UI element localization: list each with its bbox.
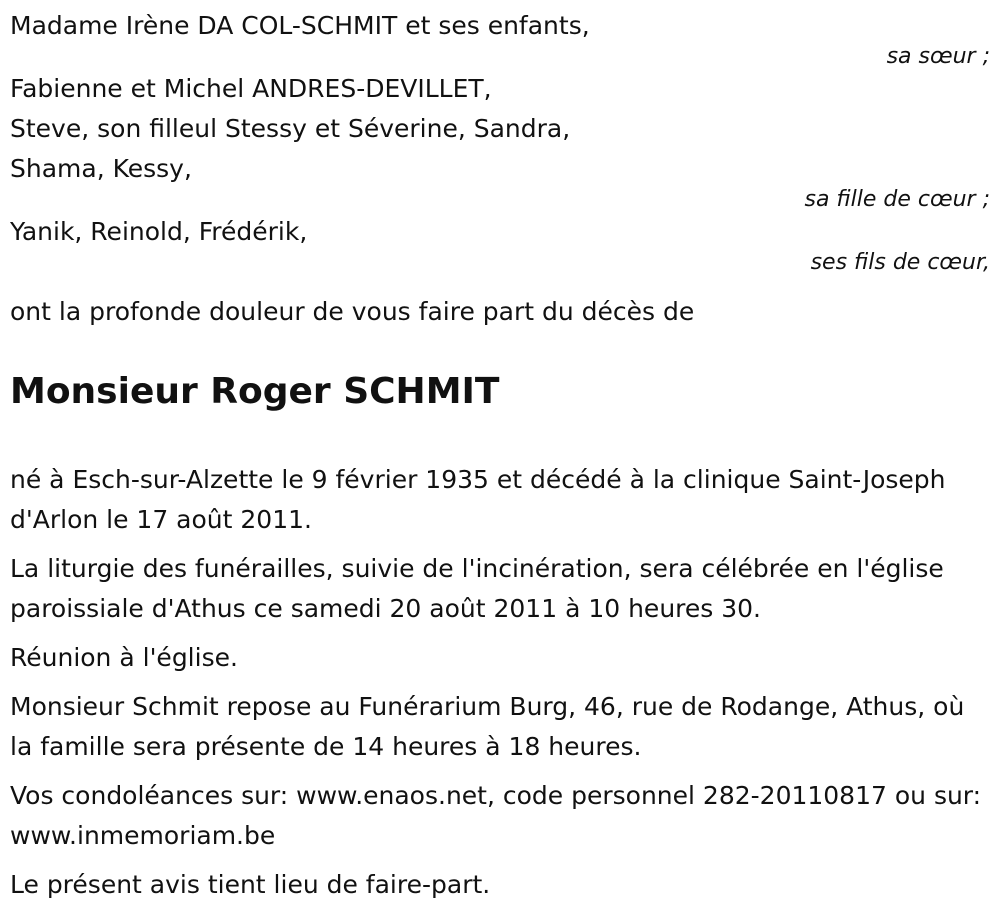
sons-block bbox=[10, 212, 990, 278]
daughter-role: sa fille de cœur ; bbox=[804, 187, 990, 212]
details-section bbox=[10, 460, 990, 914]
announcement-text: ont la profonde douleur de vous faire part du décès de bbox=[10, 297, 695, 326]
sons-role: ses fils de cœur, bbox=[810, 250, 990, 275]
sister-line: Madame Irène DA COL-SCHMIT et ses enfants, bbox=[10, 11, 590, 40]
gathering-paragraph: Réunion à l'église. bbox=[10, 643, 238, 672]
sister-block bbox=[10, 6, 990, 72]
funeral-paragraph: La liturgie des funérailles, suivie de l'incinération, sera célébrée en l'église paroissiale d'Athus ce samedi 20 août 2011 à 10 heures 30. bbox=[10, 554, 944, 623]
daughter-line-2: Steve, son filleul Stessy et Séverine, Sandra, bbox=[10, 114, 571, 143]
condolences-paragraph: Vos condoléances sur: www.enaos.net, code personnel 282-20110817 ou sur: www.inmemoriam.be bbox=[10, 781, 982, 850]
daughter-line-3: Shama, Kessy, bbox=[10, 154, 192, 183]
sons-line: Yanik, Reinold, Frédérik, bbox=[10, 217, 308, 246]
notice-paragraph: Le présent avis tient lieu de faire-part. bbox=[10, 870, 491, 899]
daughter-line-1: Fabienne et Michel ANDRES-DEVILLET, bbox=[10, 74, 492, 103]
birth-death-paragraph: né à Esch-sur-Alzette le 9 février 1935 et décédé à la clinique Saint-Joseph d'Arlon le 17 août 2011. bbox=[10, 465, 946, 534]
funeral-home-paragraph: Monsieur Schmit repose au Funérarium Burg, 46, rue de Rodange, Athus, où la famille sera présente de 14 heures à 18 heures. bbox=[10, 692, 965, 761]
deceased-name: Monsieur Roger SCHMIT bbox=[10, 371, 500, 412]
daughter-block bbox=[10, 69, 990, 215]
sister-role: sa sœur ; bbox=[886, 44, 990, 69]
